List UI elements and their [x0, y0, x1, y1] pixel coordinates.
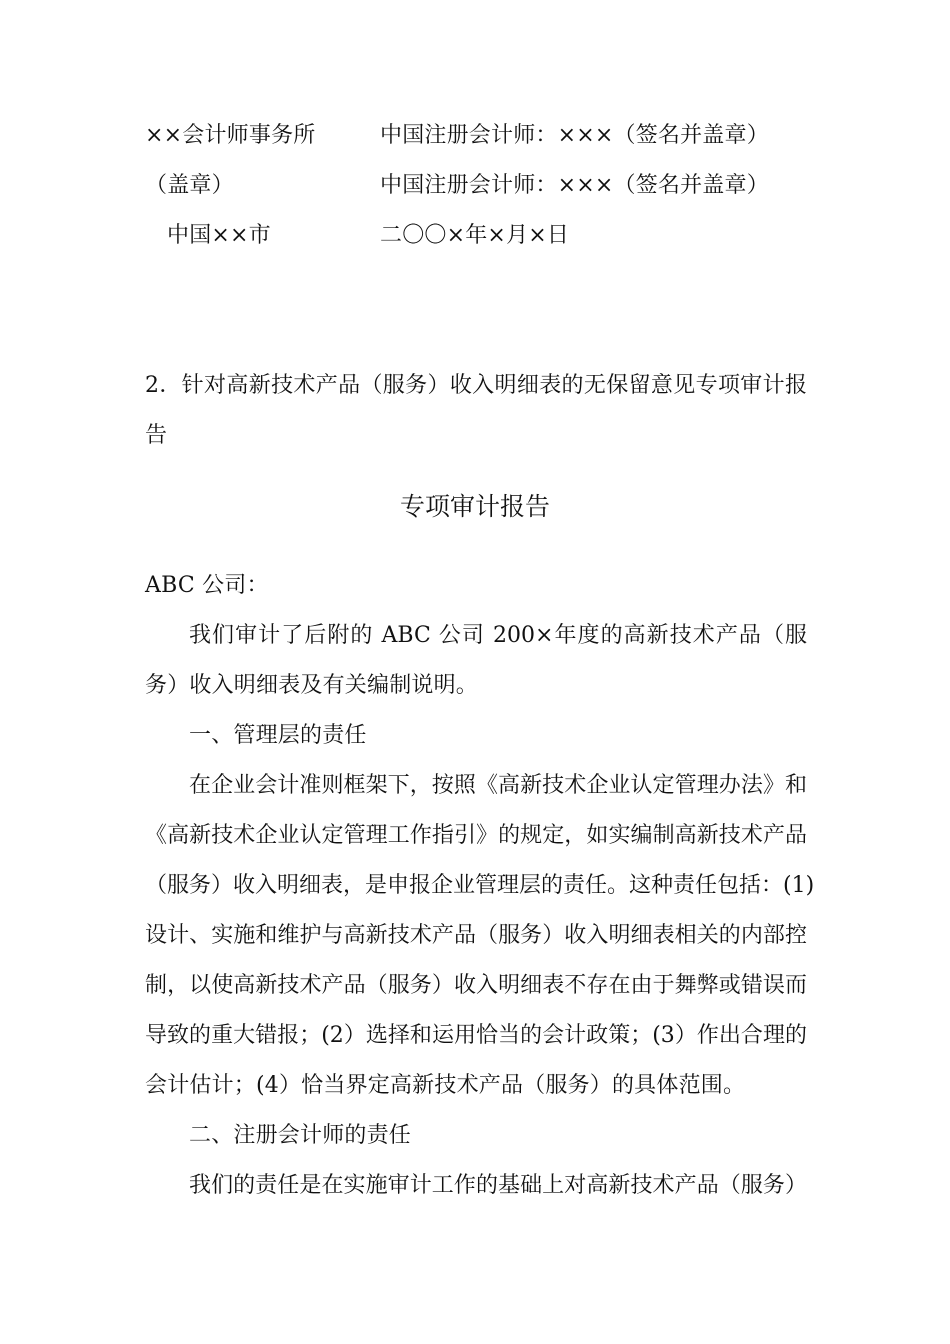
paragraph-line: （服务）收入明细表，是申报企业管理层的责任。这种责任包括：(1): [145, 873, 815, 898]
paragraph-line: 《高新技术企业认定管理工作指引》的规定，如实编制高新技术产品: [145, 823, 807, 848]
paragraph-line: 我们的责任是在实施审计工作的基础上对高新技术产品（服务）: [189, 1173, 807, 1198]
report-date: 二〇〇×年×月×日: [380, 223, 570, 248]
paragraph-line: 务）收入明细表及有关编制说明。: [145, 673, 479, 698]
section-heading-line-1: 2．针对高新技术产品（服务）收入明细表的无保留意见专项审计报: [145, 373, 807, 398]
firm-city: 中国××市: [167, 223, 271, 248]
addressee: ABC 公司：: [145, 573, 269, 598]
subheading-management-responsibility: 一、管理层的责任: [189, 723, 367, 748]
paragraph-line: 在企业会计准则框架下，按照《高新技术企业认定管理办法》和: [189, 773, 807, 798]
paragraph-line: 导致的重大错报；(2）选择和运用恰当的会计政策；(3）作出合理的: [145, 1023, 807, 1048]
firm-name: ××会计师事务所: [145, 123, 316, 148]
subheading-cpa-responsibility: 二、注册会计师的责任: [189, 1123, 412, 1148]
paragraph-line: 制，以使高新技术产品（服务）收入明细表不存在由于舞弊或错误而: [145, 973, 807, 998]
cpa-signature-2: 中国注册会计师：×××（签名并盖章）: [380, 173, 769, 198]
firm-seal-note: （盖章）: [145, 173, 234, 198]
paragraph-line: 我们审计了后附的 ABC 公司 200×年度的高新技术产品（服: [189, 623, 807, 648]
paragraph-line: 会计估计；(4）恰当界定高新技术产品（服务）的具体范围。: [145, 1073, 746, 1098]
section-heading-line-2: 告: [145, 423, 168, 448]
paragraph-line: 设计、实施和维护与高新技术产品（服务）收入明细表相关的内部控: [145, 923, 807, 948]
report-title: 专项审计报告: [399, 492, 550, 521]
cpa-signature-1: 中国注册会计师：×××（签名并盖章）: [380, 123, 769, 148]
